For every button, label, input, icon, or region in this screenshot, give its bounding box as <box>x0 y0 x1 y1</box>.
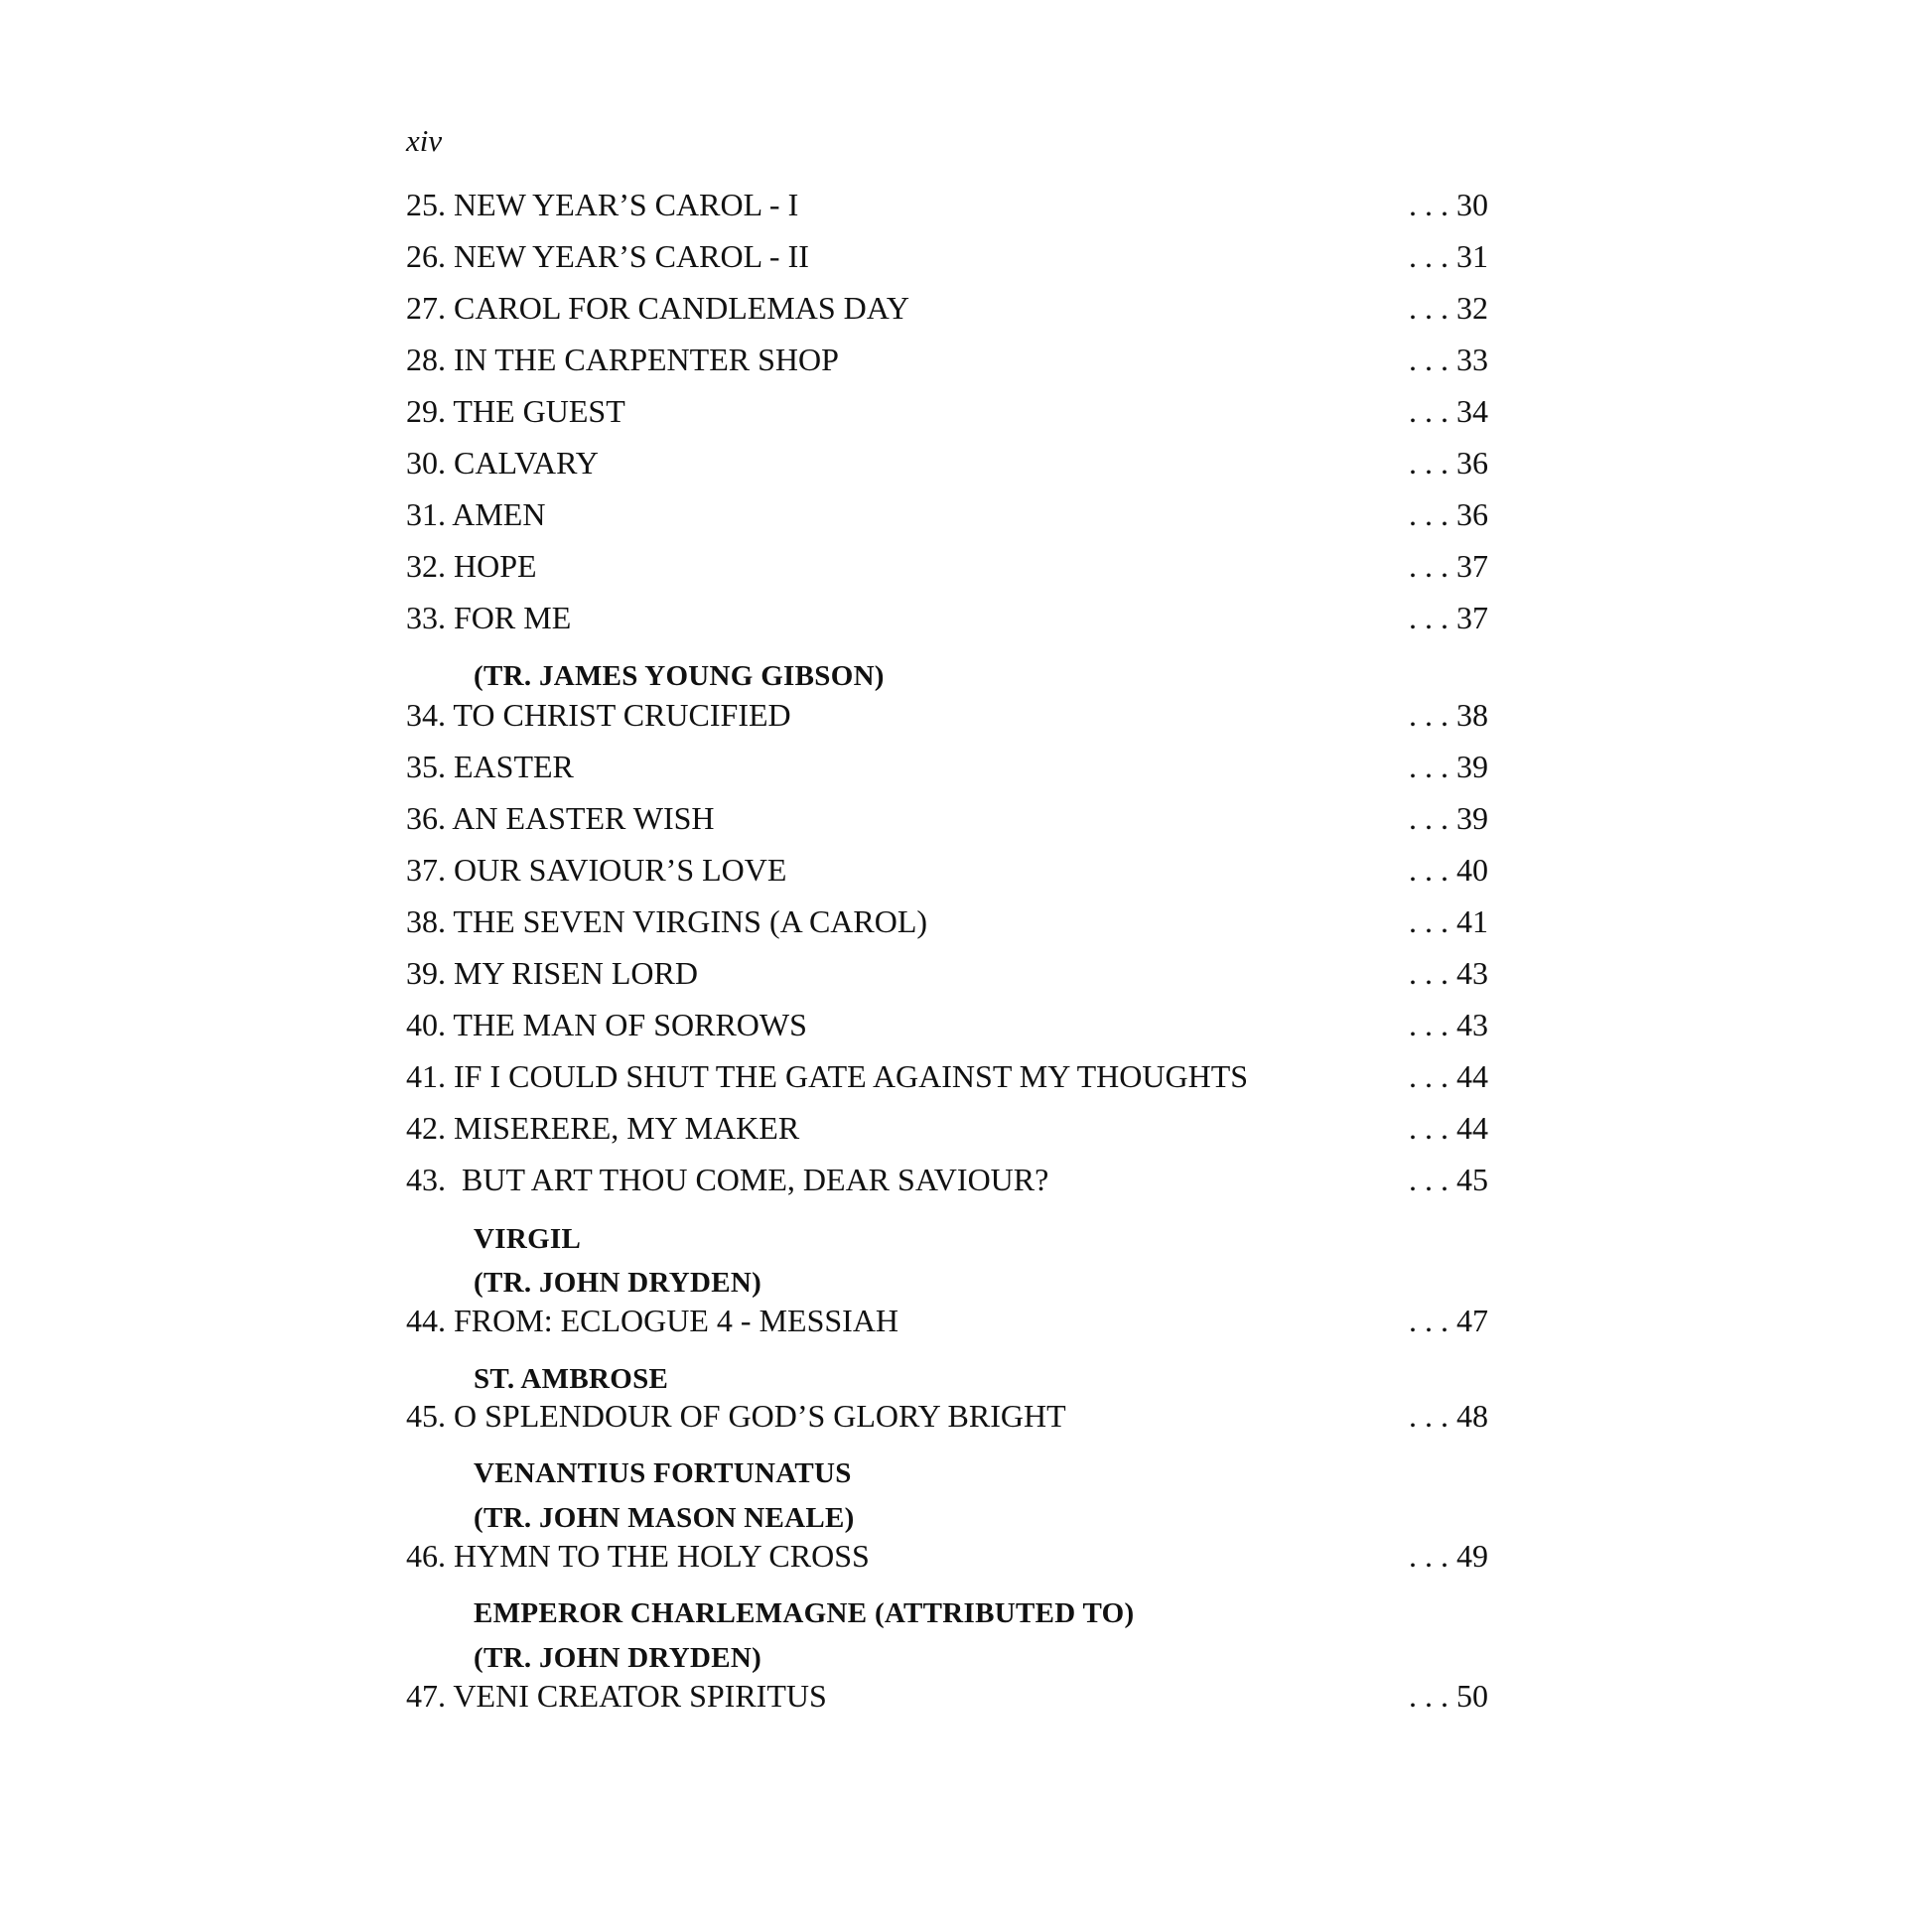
entry-title <box>406 288 909 328</box>
toc-entry <box>406 1056 1488 1096</box>
author-heading: ST. AMBROSE <box>474 1363 669 1395</box>
entry-number: 42. <box>406 1110 446 1146</box>
entry-title <box>406 1160 1048 1199</box>
entry-title <box>406 236 809 276</box>
entry-title-text: AN EASTER WISH <box>452 800 715 836</box>
entry-title <box>406 1396 1066 1436</box>
toc-entry <box>406 850 1488 890</box>
entry-number: 36. <box>406 800 446 836</box>
toc-entry <box>406 598 1488 637</box>
entry-number: 29. <box>406 393 446 429</box>
entry-title-text: IF I COULD SHUT THE GATE AGAINST MY THOUGHTS <box>454 1058 1249 1094</box>
entry-title <box>406 1301 898 1340</box>
toc-entry <box>406 546 1488 586</box>
author-heading: VIRGIL <box>474 1223 582 1255</box>
entry-title <box>406 798 715 838</box>
entry-number: 47. <box>406 1678 446 1714</box>
entry-page: . . . 38 <box>1409 697 1488 733</box>
toc-entry <box>406 695 1488 735</box>
entry-number: 31. <box>406 496 446 532</box>
entry-title <box>406 185 798 224</box>
entry-number: 33. <box>406 600 446 635</box>
entry-title <box>406 953 698 993</box>
entry-title-text: NEW YEAR’S CAROL - I <box>454 187 799 222</box>
toc-entry <box>406 443 1488 483</box>
entry-title <box>406 850 786 890</box>
entry-title-text: BUT ART THOU COME, DEAR SAVIOUR? <box>454 1162 1049 1197</box>
entry-page: . . . 47 <box>1409 1303 1488 1338</box>
entry-number: 27. <box>406 290 446 326</box>
entry-title-text: CALVARY <box>454 445 599 481</box>
entry-title <box>406 1108 799 1148</box>
toc-entry <box>406 1108 1488 1148</box>
entry-title-text: HOPE <box>454 548 537 584</box>
entry-title-text: THE SEVEN VIRGINS (A CAROL) <box>453 903 928 939</box>
toc-entry <box>406 1301 1488 1340</box>
entry-number: 40. <box>406 1007 446 1042</box>
entry-title-text: FOR ME <box>454 600 572 635</box>
entry-title-text: THE GUEST <box>453 393 625 429</box>
entry-number: 30. <box>406 445 446 481</box>
entry-page: . . . 36 <box>1409 445 1488 481</box>
entry-page: . . . 39 <box>1409 800 1488 836</box>
entry-title <box>406 494 545 534</box>
entry-title <box>406 747 574 786</box>
entry-title <box>406 1536 870 1576</box>
entry-page: . . . 45 <box>1409 1162 1488 1197</box>
entry-title-text: VENI CREATOR SPIRITUS <box>453 1678 827 1714</box>
entry-page: . . . 39 <box>1409 749 1488 784</box>
entry-page: . . . 44 <box>1409 1058 1488 1094</box>
entry-title-text: EASTER <box>454 749 574 784</box>
entry-title-text: O SPLENDOUR OF GOD’S GLORY BRIGHT <box>454 1398 1066 1434</box>
entry-title <box>406 1005 807 1044</box>
entry-number: 43. <box>406 1162 446 1197</box>
author-heading: EMPEROR CHARLEMAGNE (ATTRIBUTED TO) <box>474 1597 1135 1629</box>
entry-title-text: MY RISEN LORD <box>454 955 698 991</box>
entry-title-text: CAROL FOR CANDLEMAS DAY <box>454 290 910 326</box>
entry-title-text: IN THE CARPENTER SHOP <box>454 342 839 377</box>
entry-number: 37. <box>406 852 446 888</box>
toc-entry <box>406 1676 1488 1716</box>
toc-entry <box>406 340 1488 379</box>
entry-title <box>406 1056 1248 1096</box>
toc-entry <box>406 1005 1488 1044</box>
entry-title <box>406 443 599 483</box>
entry-page: . . . 31 <box>1409 238 1488 274</box>
entry-title <box>406 391 625 431</box>
entry-title-text: NEW YEAR’S CAROL - II <box>454 238 809 274</box>
entry-number: 45. <box>406 1398 446 1434</box>
toc-entry <box>406 288 1488 328</box>
entry-title <box>406 695 791 735</box>
entry-title <box>406 598 571 637</box>
toc-entry <box>406 185 1488 224</box>
entry-title-text: HYMN TO THE HOLY CROSS <box>454 1538 870 1574</box>
entry-page: . . . 48 <box>1409 1398 1488 1434</box>
translator-heading: (TR. JOHN DRYDEN) <box>474 1267 762 1299</box>
entry-number: 41. <box>406 1058 446 1094</box>
entry-number: 39. <box>406 955 446 991</box>
entry-page: . . . 30 <box>1409 187 1488 222</box>
entry-title-text: FROM: ECLOGUE 4 - MESSIAH <box>454 1303 899 1338</box>
entry-number: 44. <box>406 1303 446 1338</box>
entry-page: . . . 43 <box>1409 1007 1488 1042</box>
entry-page: . . . 37 <box>1409 548 1488 584</box>
entry-page: . . . 49 <box>1409 1538 1488 1574</box>
entry-title <box>406 901 927 941</box>
toc-entry <box>406 747 1488 786</box>
entry-number: 34. <box>406 697 446 733</box>
entry-page: . . . 50 <box>1409 1678 1488 1714</box>
translator-heading: (TR. JOHN MASON NEALE) <box>474 1502 855 1534</box>
entry-page: . . . 40 <box>1409 852 1488 888</box>
entry-number: 25. <box>406 187 446 222</box>
toc-entry <box>406 901 1488 941</box>
author-heading: VENANTIUS FORTUNATUS <box>474 1457 852 1489</box>
entry-page: . . . 44 <box>1409 1110 1488 1146</box>
translator-heading: (TR. JAMES YOUNG GIBSON) <box>474 660 885 692</box>
entry-title-text: MISERERE, MY MAKER <box>454 1110 800 1146</box>
toc-entry <box>406 798 1488 838</box>
toc-entry <box>406 953 1488 993</box>
toc-entry <box>406 494 1488 534</box>
translator-heading: (TR. JOHN DRYDEN) <box>474 1642 762 1674</box>
entry-page: . . . 33 <box>1409 342 1488 377</box>
entry-number: 38. <box>406 903 446 939</box>
entry-number: 26. <box>406 238 446 274</box>
entry-title-text: AMEN <box>452 496 546 532</box>
entry-number: 28. <box>406 342 446 377</box>
entry-title <box>406 546 537 586</box>
entry-page: . . . 36 <box>1409 496 1488 532</box>
entry-page: . . . 32 <box>1409 290 1488 326</box>
entry-page: . . . 41 <box>1409 903 1488 939</box>
entry-title <box>406 1676 827 1716</box>
toc-entry <box>406 1396 1488 1436</box>
toc-entry <box>406 1160 1488 1199</box>
entry-page: . . . 34 <box>1409 393 1488 429</box>
entry-title-text: TO CHRIST CRUCIFIED <box>453 697 791 733</box>
page-folio: xiv <box>406 123 443 158</box>
toc-entry <box>406 391 1488 431</box>
entry-page: . . . 37 <box>1409 600 1488 635</box>
entry-title-text: THE MAN OF SORROWS <box>453 1007 807 1042</box>
entry-number: 46. <box>406 1538 446 1574</box>
entry-number: 32. <box>406 548 446 584</box>
toc-entry <box>406 1536 1488 1576</box>
entry-number: 35. <box>406 749 446 784</box>
entry-page: . . . 43 <box>1409 955 1488 991</box>
toc-entry <box>406 236 1488 276</box>
entry-title-text: OUR SAVIOUR’S LOVE <box>454 852 787 888</box>
entry-title <box>406 340 839 379</box>
